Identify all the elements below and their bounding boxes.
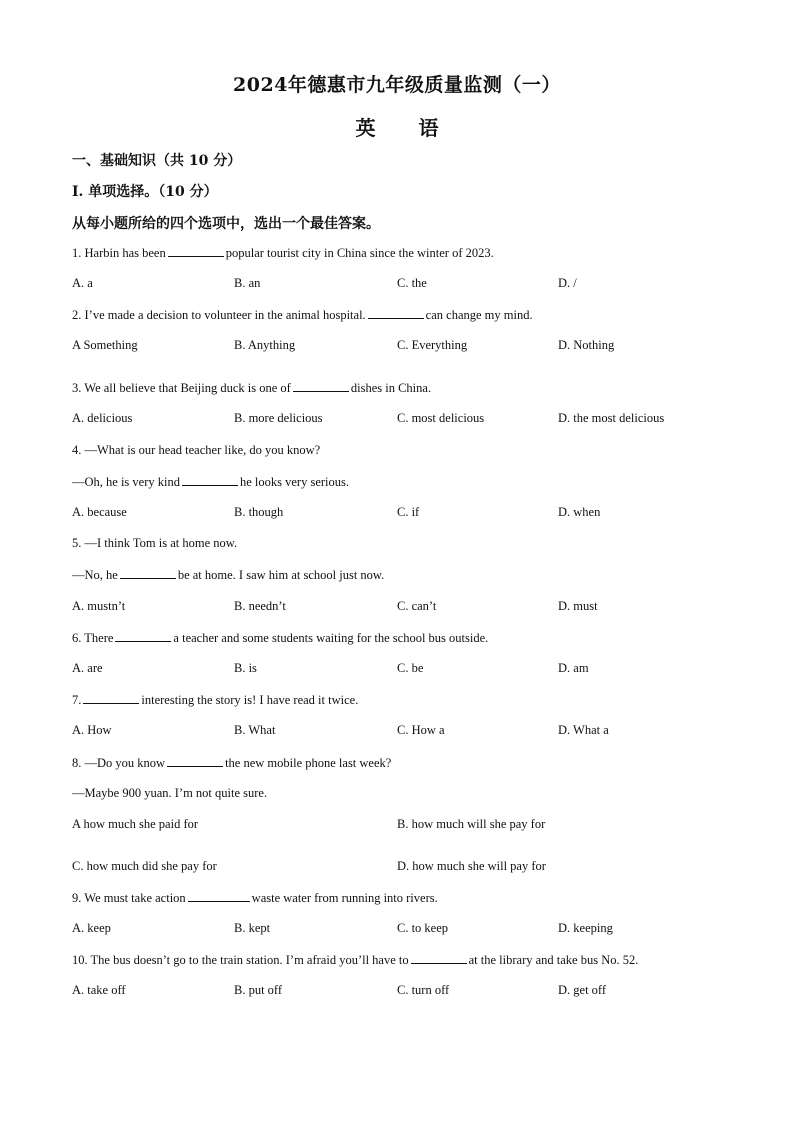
question-5-options xyxy=(72,599,732,617)
question-2-stem: 2. I’ve made a decision to volunteer in the animal hospital. can change my mind. xyxy=(72,308,533,322)
question-8-options-row-2 xyxy=(72,859,732,877)
question-3-options xyxy=(72,411,732,429)
question-5-stem: —No, he be at home. I saw him at school just now. xyxy=(72,568,385,582)
option-d: D. keeping xyxy=(558,921,613,935)
option-b: B. What xyxy=(234,723,276,737)
question-4-line-1: 4. —What is our head teacher like, do you know? xyxy=(72,443,321,457)
answer-blank xyxy=(168,245,224,257)
option-d: D. What a xyxy=(558,723,609,737)
question-10-options xyxy=(72,983,732,1001)
question-1-stem: 1. Harbin has been popular tourist city in China since the winter of 2023. xyxy=(72,246,494,260)
option-c: C. can’t xyxy=(397,599,437,613)
question-8-stem: 8. —Do you know the new mobile phone last week? xyxy=(72,756,392,770)
answer-blank xyxy=(83,692,139,704)
option-d: D. / xyxy=(558,276,577,290)
answer-blank xyxy=(182,474,238,486)
option-c: C. be xyxy=(397,661,424,675)
option-a: A. mustn’t xyxy=(72,599,126,613)
option-c: C. How a xyxy=(397,723,445,737)
question-10-stem: 10. The bus doesn’t go to the train station. I’m afraid you’ll have to at the library and take bus No. 52. xyxy=(72,953,639,967)
page-title: 2024年德惠市九年级质量监测（一） xyxy=(233,74,561,96)
answer-blank xyxy=(120,567,176,579)
question-4-options xyxy=(72,505,732,523)
question-9-options xyxy=(72,921,732,939)
option-d: D. how much she will pay for xyxy=(397,859,546,873)
question-3-stem: 3. We all believe that Beijing duck is one of dishes in China. xyxy=(72,381,432,395)
option-a: A. keep xyxy=(72,921,111,935)
option-d: D. Nothing xyxy=(558,338,615,352)
answer-blank xyxy=(368,307,424,319)
option-a: A. delicious xyxy=(72,411,133,425)
option-d: D. get off xyxy=(558,983,607,997)
option-d: D. when xyxy=(558,505,601,519)
option-b: B. an xyxy=(234,276,261,290)
question-2-options xyxy=(72,338,732,356)
question-5-line-1: 5. —I think Tom is at home now. xyxy=(72,536,238,550)
option-c: C. most delicious xyxy=(397,411,485,425)
option-a: A how much she paid for xyxy=(72,817,199,831)
question-4-stem: —Oh, he is very kind he looks very serious. xyxy=(72,475,349,489)
option-c: C. if xyxy=(397,505,420,519)
option-d: D. am xyxy=(558,661,589,675)
option-b: B. needn’t xyxy=(234,599,286,613)
option-b: B. how much will she pay for xyxy=(397,817,546,831)
question-9-stem: 9. We must take action waste water from running into rivers. xyxy=(72,891,438,905)
option-a: A. take off xyxy=(72,983,126,997)
question-1-options xyxy=(72,276,732,294)
option-b: B. kept xyxy=(234,921,271,935)
option-b: B. though xyxy=(234,505,284,519)
option-a: A. are xyxy=(72,661,103,675)
question-7-options xyxy=(72,723,732,741)
instruction-text: 从每小题所给的四个选项中，选出一个最佳答案。 xyxy=(72,216,380,232)
answer-blank xyxy=(188,890,250,902)
option-d: D. must xyxy=(558,599,598,613)
answer-blank xyxy=(411,952,467,964)
option-d: D. the most delicious xyxy=(558,411,665,425)
subject-title: 英 语 xyxy=(355,116,457,140)
section-heading: 一、基础知识（共 10 分） xyxy=(72,153,242,169)
question-8-options-row-1 xyxy=(72,817,732,835)
option-b: B. more delicious xyxy=(234,411,323,425)
option-c: C. to keep xyxy=(397,921,449,935)
option-c: C. the xyxy=(397,276,427,290)
answer-blank xyxy=(293,380,349,392)
question-6-options xyxy=(72,661,732,679)
option-b: B. is xyxy=(234,661,257,675)
option-a: A. How xyxy=(72,723,112,737)
question-6-stem: 6. There a teacher and some students waiting for the school bus outside. xyxy=(72,631,489,645)
option-c: C. Everything xyxy=(397,338,468,352)
answer-blank xyxy=(167,755,223,767)
part-heading: I. 单项选择。（10 分） xyxy=(72,184,218,200)
option-b: B. Anything xyxy=(234,338,296,352)
option-a: A. a xyxy=(72,276,93,290)
question-7-stem: 7. interesting the story is! I have read it twice. xyxy=(72,693,359,707)
option-b: B. put off xyxy=(234,983,283,997)
question-8-line-2: —Maybe 900 yuan. I’m not quite sure. xyxy=(72,786,268,800)
option-a: A Something xyxy=(72,338,138,352)
option-a: A. because xyxy=(72,505,127,519)
answer-blank xyxy=(115,630,171,642)
option-c: C. how much did she pay for xyxy=(72,859,217,873)
option-c: C. turn off xyxy=(397,983,450,997)
